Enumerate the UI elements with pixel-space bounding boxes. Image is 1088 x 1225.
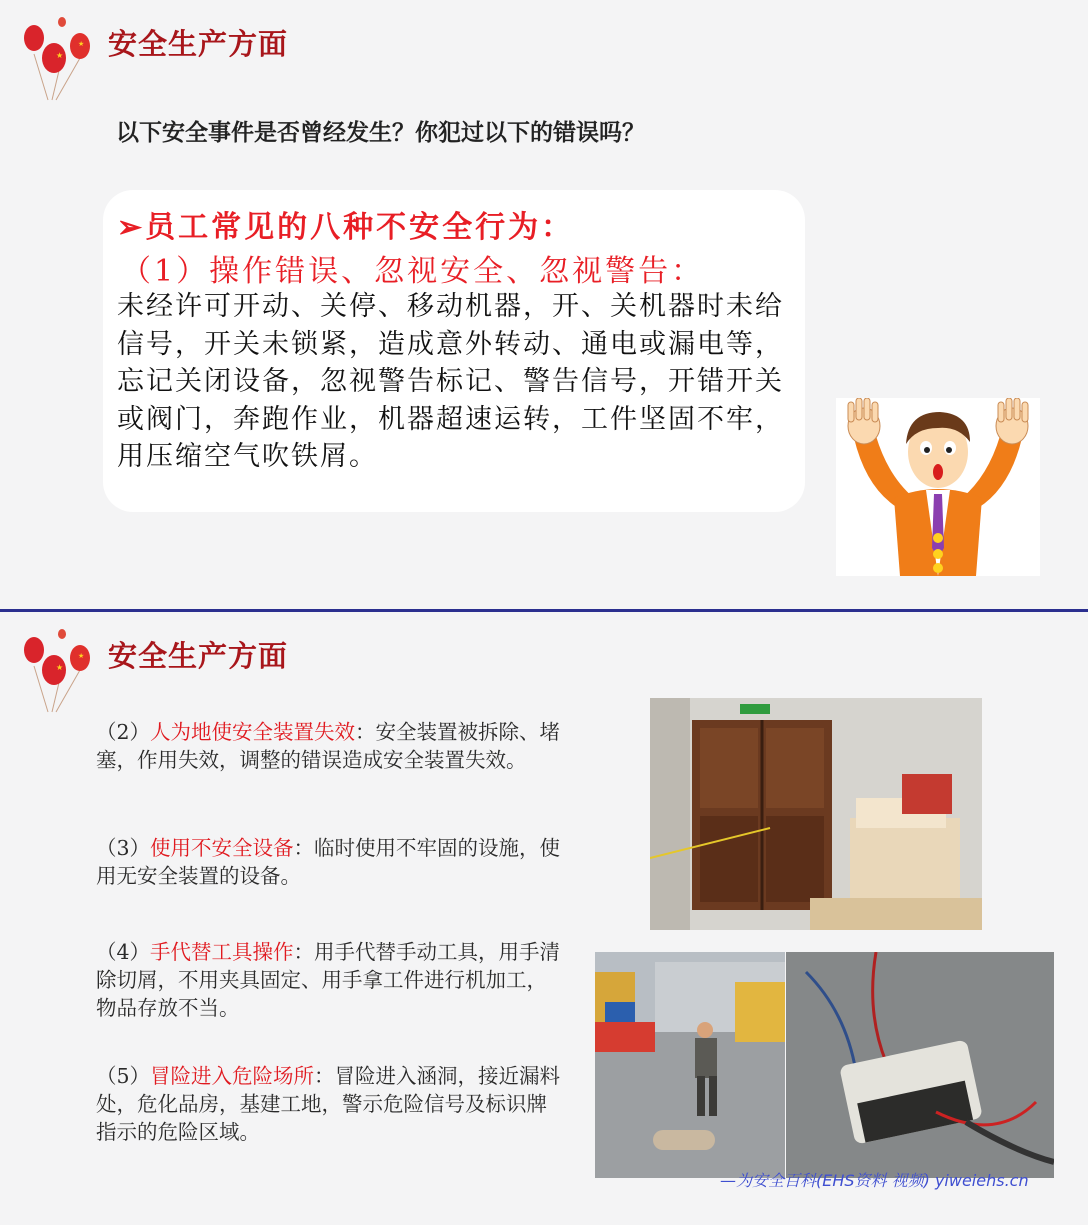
blocked-exit-door-photo xyxy=(650,698,982,930)
surprised-businessman-icon xyxy=(836,398,1040,576)
item-text: ：临时使用不牢固的设施，使用无安全装置的设备。 xyxy=(96,836,561,888)
slide-title: 安全生产方面 xyxy=(108,639,289,673)
worker-rolling-cylinder-photo xyxy=(595,952,785,1178)
watermark: —为安全百科(EHS资料 视频) yiweiehs.cn xyxy=(720,1171,1029,1190)
card-heading: ➢员工常见的八种不安全行为： xyxy=(117,210,575,245)
item-highlight: 冒险进入危险场所 xyxy=(150,1064,315,1088)
svg-text:★: ★ xyxy=(56,51,64,60)
list-item: （5）冒险进入危险场所：冒险进入涵洞，接近漏料处，危化品房，基建工地，警示危险信号及标识牌指示的危险区域。 xyxy=(96,1064,561,1144)
balloons-icon xyxy=(18,14,98,104)
question-text: 以下安全事件是否曾经发生？你犯过以下的错误吗？ xyxy=(116,120,645,146)
list-item: （3）使用不安全设备：临时使用不牢固的设施，使用无安全装置的设备。 xyxy=(96,836,561,888)
svg-text:★: ★ xyxy=(78,40,85,48)
card-body: 未经许可开动、关停、移动机器，开、关机器时未给信号，开关未锁紧，造成意外转动、通电或漏电等， 忘记关闭设备，忽视警告标记、警告信号，开错开关或阀门，奔跑作业，机器超速运转，工件坚固不牢，用压缩空气吹铁屑。 xyxy=(117,291,784,472)
item-highlight: 人为地使安全装置失效 xyxy=(150,720,356,744)
slide-title: 安全生产方面 xyxy=(108,27,289,61)
svg-text:★: ★ xyxy=(78,652,85,660)
item-text: ：冒险进入涵洞，接近漏料处，危化品房，基建工地，警示危险信号及标识牌指示的危险区域。 xyxy=(96,1064,561,1144)
item-text: ：安全装置被拆除、堵塞，作用失效，调整的错误造成安全装置失效。 xyxy=(96,720,561,772)
list-item: （2）人为地使安全装置失效：安全装置被拆除、堵塞，作用失效，调整的错误造成安全装置失效。 xyxy=(96,720,561,772)
list-item: （4）手代替工具操作：用手代替手动工具，用手清除切屑，不用夹具固定、用手拿工件进行机加工，物品存放不当。 xyxy=(96,940,561,1020)
balloons-icon xyxy=(18,626,98,716)
item-highlight: 使用不安全设备 xyxy=(150,836,294,860)
svg-text:★: ★ xyxy=(56,663,64,672)
content-card xyxy=(103,190,805,512)
damaged-socket-photo xyxy=(786,952,1054,1178)
slide-1 xyxy=(0,0,1088,610)
item-highlight: 手代替工具操作 xyxy=(150,940,294,964)
card-subheading: （1）操作错误、忽视安全、忽视警告： xyxy=(121,254,705,289)
item-text: ：用手代替手动工具，用手清除切屑，不用夹具固定、用手拿工件进行机加工，物品存放不当。 xyxy=(96,940,561,1020)
